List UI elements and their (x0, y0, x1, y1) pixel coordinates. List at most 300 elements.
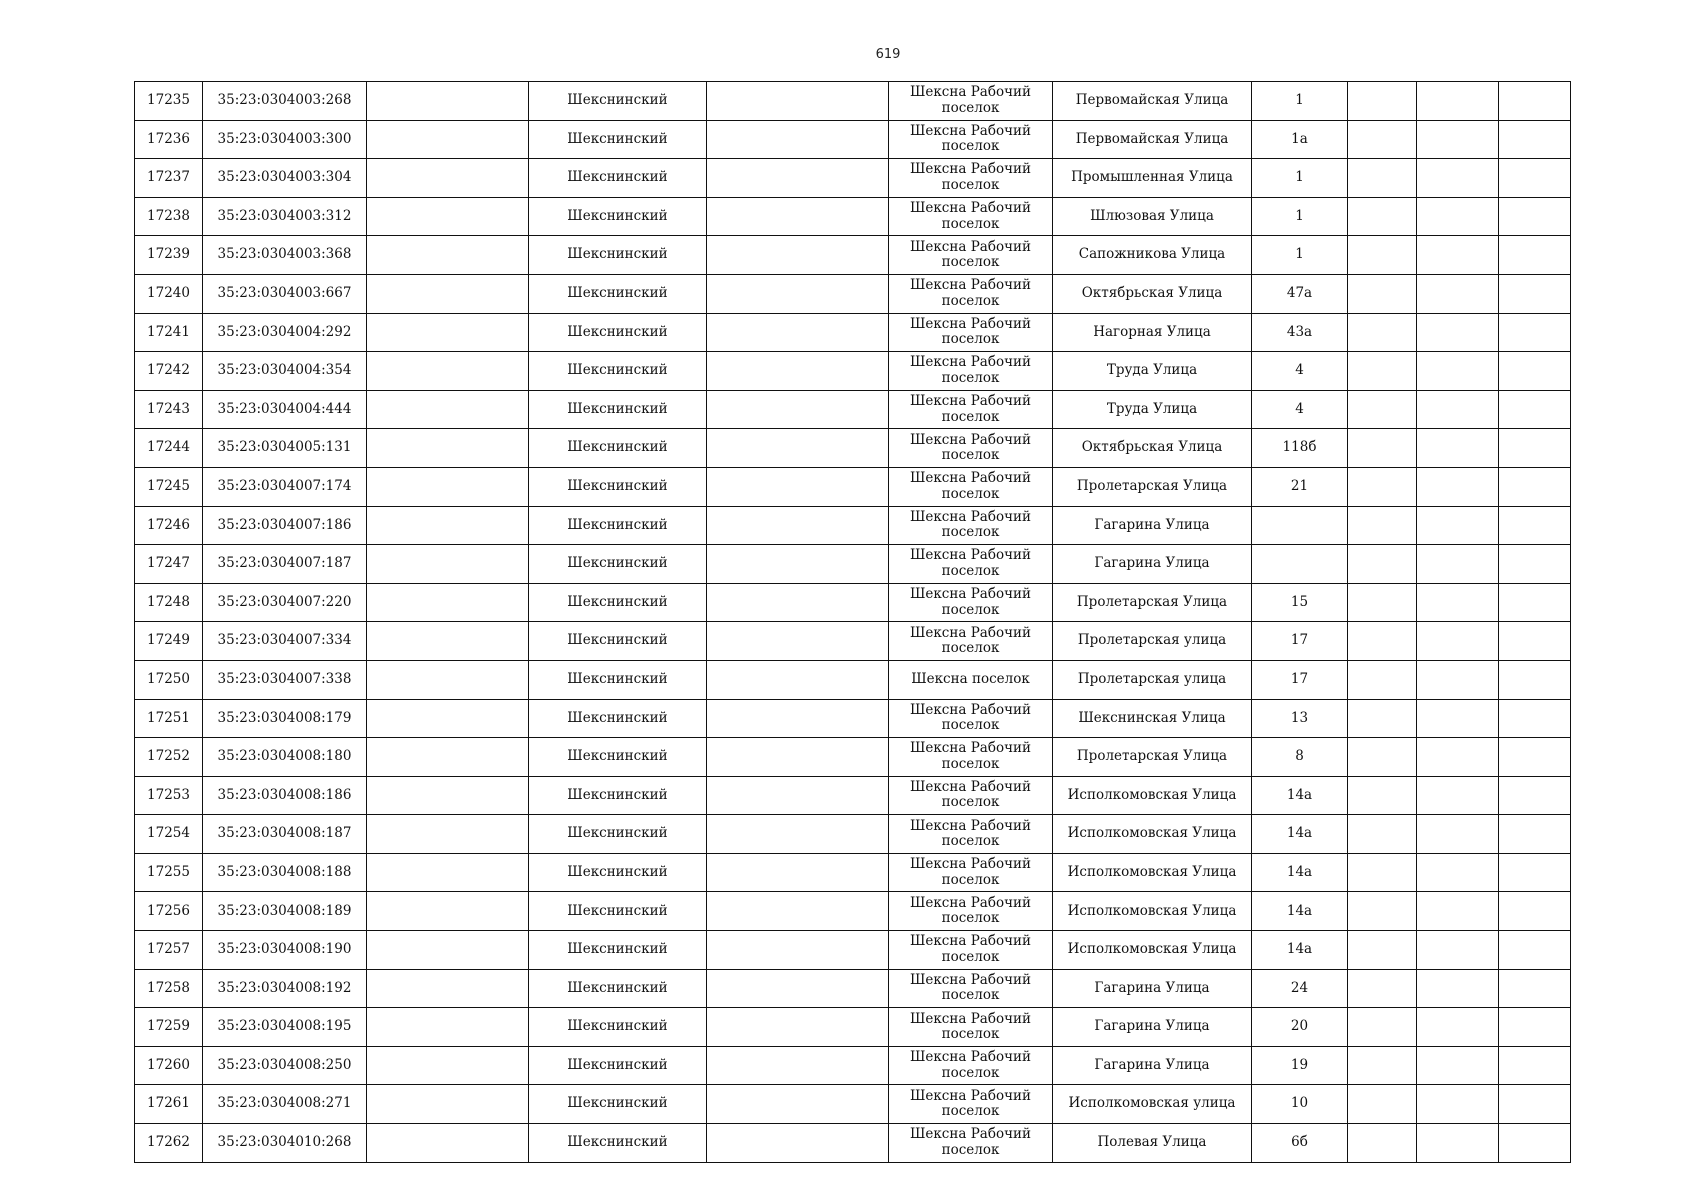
row-number-cell: 17248 (135, 583, 203, 622)
district-cell: Шекснинский (529, 583, 707, 622)
empty-cell (1417, 390, 1499, 429)
empty-cell (1417, 545, 1499, 584)
settlement-cell: Шексна Рабочий поселок (889, 197, 1053, 236)
district-cell: Шекснинский (529, 699, 707, 738)
cadastral-number-cell: 35:23:0304003:304 (203, 159, 367, 198)
house-number-cell: 14а (1252, 853, 1348, 892)
empty-cell (1499, 583, 1571, 622)
empty-cell (367, 583, 529, 622)
district-cell: Шекснинский (529, 1046, 707, 1085)
table-row (135, 545, 1571, 584)
empty-cell (367, 815, 529, 854)
row-number-cell: 17243 (135, 390, 203, 429)
house-number-cell: 1а (1252, 120, 1348, 159)
house-number-cell: 118б (1252, 429, 1348, 468)
settlement-cell: Шексна Рабочий поселок (889, 1124, 1053, 1163)
settlement-cell: Шексна Рабочий поселок (889, 352, 1053, 391)
cadastral-number-cell: 35:23:0304005:131 (203, 429, 367, 468)
empty-cell (1417, 699, 1499, 738)
empty-cell (1348, 1046, 1417, 1085)
empty-cell (1499, 197, 1571, 236)
empty-cell (707, 313, 889, 352)
row-number-cell: 17252 (135, 738, 203, 777)
empty-cell (1417, 738, 1499, 777)
empty-cell (1348, 892, 1417, 931)
row-number-cell: 17251 (135, 699, 203, 738)
empty-cell (1348, 197, 1417, 236)
street-cell: Исполкомовская улица (1053, 1085, 1252, 1124)
cadastral-number-cell: 35:23:0304007:334 (203, 622, 367, 661)
street-cell: Нагорная Улица (1053, 313, 1252, 352)
empty-cell (707, 1085, 889, 1124)
district-cell: Шекснинский (529, 1008, 707, 1047)
empty-cell (1499, 429, 1571, 468)
cadastral-number-cell: 35:23:0304008:187 (203, 815, 367, 854)
empty-cell (1499, 738, 1571, 777)
settlement-cell: Шексна Рабочий поселок (889, 159, 1053, 198)
empty-cell (1348, 815, 1417, 854)
empty-cell (1499, 892, 1571, 931)
district-cell: Шекснинский (529, 390, 707, 429)
cadastral-number-cell: 35:23:0304003:312 (203, 197, 367, 236)
street-cell: Шлюзовая Улица (1053, 197, 1252, 236)
table-row (135, 1046, 1571, 1085)
street-cell: Гагарина Улица (1053, 545, 1252, 584)
empty-cell (367, 1046, 529, 1085)
district-cell: Шекснинский (529, 969, 707, 1008)
empty-cell (1348, 467, 1417, 506)
empty-cell (1499, 159, 1571, 198)
settlement-cell: Шексна Рабочий поселок (889, 583, 1053, 622)
cadastral-number-cell: 35:23:0304008:180 (203, 738, 367, 777)
settlement-cell: Шексна Рабочий поселок (889, 236, 1053, 275)
district-cell: Шекснинский (529, 853, 707, 892)
empty-cell (707, 236, 889, 275)
street-cell: Пролетарская улица (1053, 660, 1252, 699)
street-cell: Исполкомовская Улица (1053, 776, 1252, 815)
settlement-cell: Шексна Рабочий поселок (889, 1008, 1053, 1047)
settlement-cell: Шексна Рабочий поселок (889, 1085, 1053, 1124)
table-row (135, 622, 1571, 661)
empty-cell (707, 815, 889, 854)
cadastral-number-cell: 35:23:0304007:187 (203, 545, 367, 584)
table-row (135, 197, 1571, 236)
settlement-cell: Шексна Рабочий поселок (889, 429, 1053, 468)
empty-cell (367, 274, 529, 313)
empty-cell (707, 892, 889, 931)
empty-cell (1499, 82, 1571, 121)
house-number-cell: 4 (1252, 352, 1348, 391)
house-number-cell: 43а (1252, 313, 1348, 352)
empty-cell (367, 429, 529, 468)
row-number-cell: 17253 (135, 776, 203, 815)
row-number-cell: 17246 (135, 506, 203, 545)
empty-cell (367, 892, 529, 931)
empty-cell (707, 467, 889, 506)
empty-cell (1499, 236, 1571, 275)
registry-table (134, 81, 1571, 1163)
row-number-cell: 17237 (135, 159, 203, 198)
empty-cell (1417, 506, 1499, 545)
district-cell: Шекснинский (529, 236, 707, 275)
empty-cell (1499, 390, 1571, 429)
empty-cell (1499, 699, 1571, 738)
table-row (135, 429, 1571, 468)
empty-cell (1348, 699, 1417, 738)
settlement-cell: Шексна Рабочий поселок (889, 120, 1053, 159)
district-cell: Шекснинский (529, 1124, 707, 1163)
settlement-cell: Шексна Рабочий поселок (889, 931, 1053, 970)
empty-cell (1348, 660, 1417, 699)
street-cell: Гагарина Улица (1053, 1008, 1252, 1047)
empty-cell (707, 660, 889, 699)
district-cell: Шекснинский (529, 738, 707, 777)
street-cell: Исполкомовская Улица (1053, 892, 1252, 931)
empty-cell (367, 776, 529, 815)
house-number-cell: 1 (1252, 197, 1348, 236)
table-row (135, 506, 1571, 545)
table-row (135, 583, 1571, 622)
cadastral-number-cell: 35:23:0304003:667 (203, 274, 367, 313)
row-number-cell: 17258 (135, 969, 203, 1008)
house-number-cell: 14а (1252, 931, 1348, 970)
empty-cell (1348, 853, 1417, 892)
empty-cell (1499, 1008, 1571, 1047)
street-cell: Исполкомовская Улица (1053, 931, 1252, 970)
empty-cell (367, 313, 529, 352)
table-row (135, 660, 1571, 699)
house-number-cell: 14а (1252, 815, 1348, 854)
table-row (135, 853, 1571, 892)
empty-cell (1348, 969, 1417, 1008)
empty-cell (1499, 274, 1571, 313)
cadastral-number-cell: 35:23:0304008:189 (203, 892, 367, 931)
settlement-cell: Шексна Рабочий поселок (889, 274, 1053, 313)
empty-cell (1348, 583, 1417, 622)
street-cell: Гагарина Улица (1053, 969, 1252, 1008)
cadastral-number-cell: 35:23:0304008:186 (203, 776, 367, 815)
empty-cell (707, 120, 889, 159)
empty-cell (1417, 197, 1499, 236)
cadastral-number-cell: 35:23:0304008:190 (203, 931, 367, 970)
settlement-cell: Шексна Рабочий поселок (889, 969, 1053, 1008)
street-cell: Шекснинская Улица (1053, 699, 1252, 738)
empty-cell (1417, 120, 1499, 159)
empty-cell (1348, 159, 1417, 198)
street-cell: Первомайская Улица (1053, 120, 1252, 159)
row-number-cell: 17235 (135, 82, 203, 121)
row-number-cell: 17250 (135, 660, 203, 699)
empty-cell (707, 545, 889, 584)
house-number-cell: 17 (1252, 660, 1348, 699)
empty-cell (707, 1008, 889, 1047)
empty-cell (707, 506, 889, 545)
district-cell: Шекснинский (529, 815, 707, 854)
table-row (135, 1124, 1571, 1163)
district-cell: Шекснинский (529, 1085, 707, 1124)
street-cell: Первомайская Улица (1053, 82, 1252, 121)
row-number-cell: 17260 (135, 1046, 203, 1085)
table-row (135, 82, 1571, 121)
street-cell: Промышленная Улица (1053, 159, 1252, 198)
row-number-cell: 17261 (135, 1085, 203, 1124)
table-row (135, 274, 1571, 313)
settlement-cell: Шексна Рабочий поселок (889, 699, 1053, 738)
row-number-cell: 17241 (135, 313, 203, 352)
empty-cell (1348, 236, 1417, 275)
empty-cell (707, 82, 889, 121)
table-row (135, 120, 1571, 159)
house-number-cell (1252, 545, 1348, 584)
district-cell: Шекснинский (529, 120, 707, 159)
settlement-cell: Шексна Рабочий поселок (889, 390, 1053, 429)
settlement-cell: Шексна Рабочий поселок (889, 892, 1053, 931)
empty-cell (367, 467, 529, 506)
empty-cell (1348, 352, 1417, 391)
empty-cell (367, 1085, 529, 1124)
row-number-cell: 17249 (135, 622, 203, 661)
district-cell: Шекснинский (529, 776, 707, 815)
table-row (135, 352, 1571, 391)
empty-cell (1348, 506, 1417, 545)
empty-cell (707, 390, 889, 429)
empty-cell (1499, 1085, 1571, 1124)
street-cell: Пролетарская Улица (1053, 738, 1252, 777)
row-number-cell: 17238 (135, 197, 203, 236)
district-cell: Шекснинский (529, 545, 707, 584)
empty-cell (1348, 82, 1417, 121)
cadastral-number-cell: 35:23:0304008:188 (203, 853, 367, 892)
empty-cell (1499, 815, 1571, 854)
cadastral-number-cell: 35:23:0304007:338 (203, 660, 367, 699)
empty-cell (367, 622, 529, 661)
street-cell: Сапожникова Улица (1053, 236, 1252, 275)
empty-cell (1499, 545, 1571, 584)
street-cell: Труда Улица (1053, 352, 1252, 391)
street-cell: Исполкомовская Улица (1053, 853, 1252, 892)
district-cell: Шекснинский (529, 197, 707, 236)
empty-cell (707, 622, 889, 661)
empty-cell (367, 738, 529, 777)
settlement-cell: Шексна Рабочий поселок (889, 1046, 1053, 1085)
cadastral-number-cell: 35:23:0304010:268 (203, 1124, 367, 1163)
table-row (135, 892, 1571, 931)
table-row (135, 236, 1571, 275)
empty-cell (1499, 931, 1571, 970)
empty-cell (1499, 969, 1571, 1008)
empty-cell (1348, 390, 1417, 429)
cadastral-number-cell: 35:23:0304008:195 (203, 1008, 367, 1047)
district-cell: Шекснинский (529, 274, 707, 313)
empty-cell (1348, 545, 1417, 584)
house-number-cell: 1 (1252, 159, 1348, 198)
empty-cell (1348, 274, 1417, 313)
table-row (135, 390, 1571, 429)
settlement-cell: Шексна Рабочий поселок (889, 738, 1053, 777)
cadastral-number-cell: 35:23:0304007:186 (203, 506, 367, 545)
settlement-cell: Шексна Рабочий поселок (889, 776, 1053, 815)
table-row (135, 738, 1571, 777)
empty-cell (1417, 815, 1499, 854)
table-row (135, 159, 1571, 198)
street-cell: Пролетарская улица (1053, 622, 1252, 661)
empty-cell (1417, 583, 1499, 622)
house-number-cell: 1 (1252, 236, 1348, 275)
house-number-cell: 13 (1252, 699, 1348, 738)
district-cell: Шекснинский (529, 313, 707, 352)
house-number-cell: 15 (1252, 583, 1348, 622)
cadastral-number-cell: 35:23:0304008:250 (203, 1046, 367, 1085)
empty-cell (1499, 120, 1571, 159)
empty-cell (367, 120, 529, 159)
empty-cell (367, 545, 529, 584)
house-number-cell: 14а (1252, 776, 1348, 815)
empty-cell (1499, 853, 1571, 892)
cadastral-number-cell: 35:23:0304004:444 (203, 390, 367, 429)
row-number-cell: 17254 (135, 815, 203, 854)
row-number-cell: 17255 (135, 853, 203, 892)
house-number-cell: 4 (1252, 390, 1348, 429)
empty-cell (1499, 313, 1571, 352)
settlement-cell: Шексна поселок (889, 660, 1053, 699)
house-number-cell: 6б (1252, 1124, 1348, 1163)
empty-cell (1417, 969, 1499, 1008)
row-number-cell: 17242 (135, 352, 203, 391)
district-cell: Шекснинский (529, 467, 707, 506)
house-number-cell: 17 (1252, 622, 1348, 661)
settlement-cell: Шексна Рабочий поселок (889, 815, 1053, 854)
table-body (135, 82, 1571, 1163)
empty-cell (1417, 1008, 1499, 1047)
cadastral-number-cell: 35:23:0304007:220 (203, 583, 367, 622)
settlement-cell: Шексна Рабочий поселок (889, 545, 1053, 584)
settlement-cell: Шексна Рабочий поселок (889, 622, 1053, 661)
empty-cell (1417, 352, 1499, 391)
house-number-cell (1252, 506, 1348, 545)
empty-cell (367, 699, 529, 738)
table-row (135, 313, 1571, 352)
house-number-cell: 20 (1252, 1008, 1348, 1047)
empty-cell (707, 274, 889, 313)
empty-cell (1417, 236, 1499, 275)
empty-cell (1348, 313, 1417, 352)
empty-cell (1499, 1046, 1571, 1085)
cadastral-number-cell: 35:23:0304004:354 (203, 352, 367, 391)
house-number-cell: 1 (1252, 82, 1348, 121)
empty-cell (367, 197, 529, 236)
empty-cell (1417, 660, 1499, 699)
empty-cell (1499, 776, 1571, 815)
empty-cell (1348, 776, 1417, 815)
empty-cell (1417, 313, 1499, 352)
empty-cell (1417, 1085, 1499, 1124)
empty-cell (707, 352, 889, 391)
empty-cell (1348, 429, 1417, 468)
table-row (135, 699, 1571, 738)
district-cell: Шекснинский (529, 429, 707, 468)
empty-cell (367, 506, 529, 545)
empty-cell (367, 159, 529, 198)
cadastral-number-cell: 35:23:0304004:292 (203, 313, 367, 352)
empty-cell (1499, 506, 1571, 545)
empty-cell (707, 699, 889, 738)
empty-cell (1348, 738, 1417, 777)
empty-cell (707, 738, 889, 777)
street-cell: Октябрьская Улица (1053, 429, 1252, 468)
district-cell: Шекснинский (529, 159, 707, 198)
empty-cell (1499, 622, 1571, 661)
empty-cell (1417, 622, 1499, 661)
row-number-cell: 17247 (135, 545, 203, 584)
empty-cell (707, 1124, 889, 1163)
settlement-cell: Шексна Рабочий поселок (889, 853, 1053, 892)
empty-cell (707, 969, 889, 1008)
house-number-cell: 14а (1252, 892, 1348, 931)
empty-cell (707, 197, 889, 236)
empty-cell (707, 931, 889, 970)
empty-cell (1417, 429, 1499, 468)
empty-cell (367, 660, 529, 699)
house-number-cell: 19 (1252, 1046, 1348, 1085)
house-number-cell: 24 (1252, 969, 1348, 1008)
district-cell: Шекснинский (529, 931, 707, 970)
settlement-cell: Шексна Рабочий поселок (889, 313, 1053, 352)
empty-cell (367, 352, 529, 391)
empty-cell (707, 776, 889, 815)
empty-cell (367, 1008, 529, 1047)
row-number-cell: 17244 (135, 429, 203, 468)
empty-cell (1417, 1124, 1499, 1163)
empty-cell (1348, 1008, 1417, 1047)
empty-cell (707, 429, 889, 468)
empty-cell (707, 1046, 889, 1085)
empty-cell (367, 931, 529, 970)
house-number-cell: 10 (1252, 1085, 1348, 1124)
row-number-cell: 17245 (135, 467, 203, 506)
empty-cell (1499, 467, 1571, 506)
empty-cell (1417, 853, 1499, 892)
house-number-cell: 21 (1252, 467, 1348, 506)
empty-cell (367, 82, 529, 121)
table-row (135, 1008, 1571, 1047)
empty-cell (1417, 467, 1499, 506)
row-number-cell: 17259 (135, 1008, 203, 1047)
empty-cell (1417, 159, 1499, 198)
empty-cell (707, 853, 889, 892)
street-cell: Пролетарская Улица (1053, 467, 1252, 506)
street-cell: Гагарина Улица (1053, 506, 1252, 545)
cadastral-number-cell: 35:23:0304003:300 (203, 120, 367, 159)
empty-cell (367, 1124, 529, 1163)
table-row (135, 1085, 1571, 1124)
district-cell: Шекснинский (529, 660, 707, 699)
empty-cell (707, 159, 889, 198)
cadastral-number-cell: 35:23:0304008:179 (203, 699, 367, 738)
empty-cell (707, 583, 889, 622)
cadastral-number-cell: 35:23:0304008:192 (203, 969, 367, 1008)
empty-cell (1417, 931, 1499, 970)
street-cell: Труда Улица (1053, 390, 1252, 429)
street-cell: Гагарина Улица (1053, 1046, 1252, 1085)
cadastral-number-cell: 35:23:0304007:174 (203, 467, 367, 506)
table-row (135, 969, 1571, 1008)
empty-cell (1417, 274, 1499, 313)
district-cell: Шекснинский (529, 892, 707, 931)
district-cell: Шекснинский (529, 622, 707, 661)
row-number-cell: 17239 (135, 236, 203, 275)
house-number-cell: 8 (1252, 738, 1348, 777)
empty-cell (1417, 82, 1499, 121)
